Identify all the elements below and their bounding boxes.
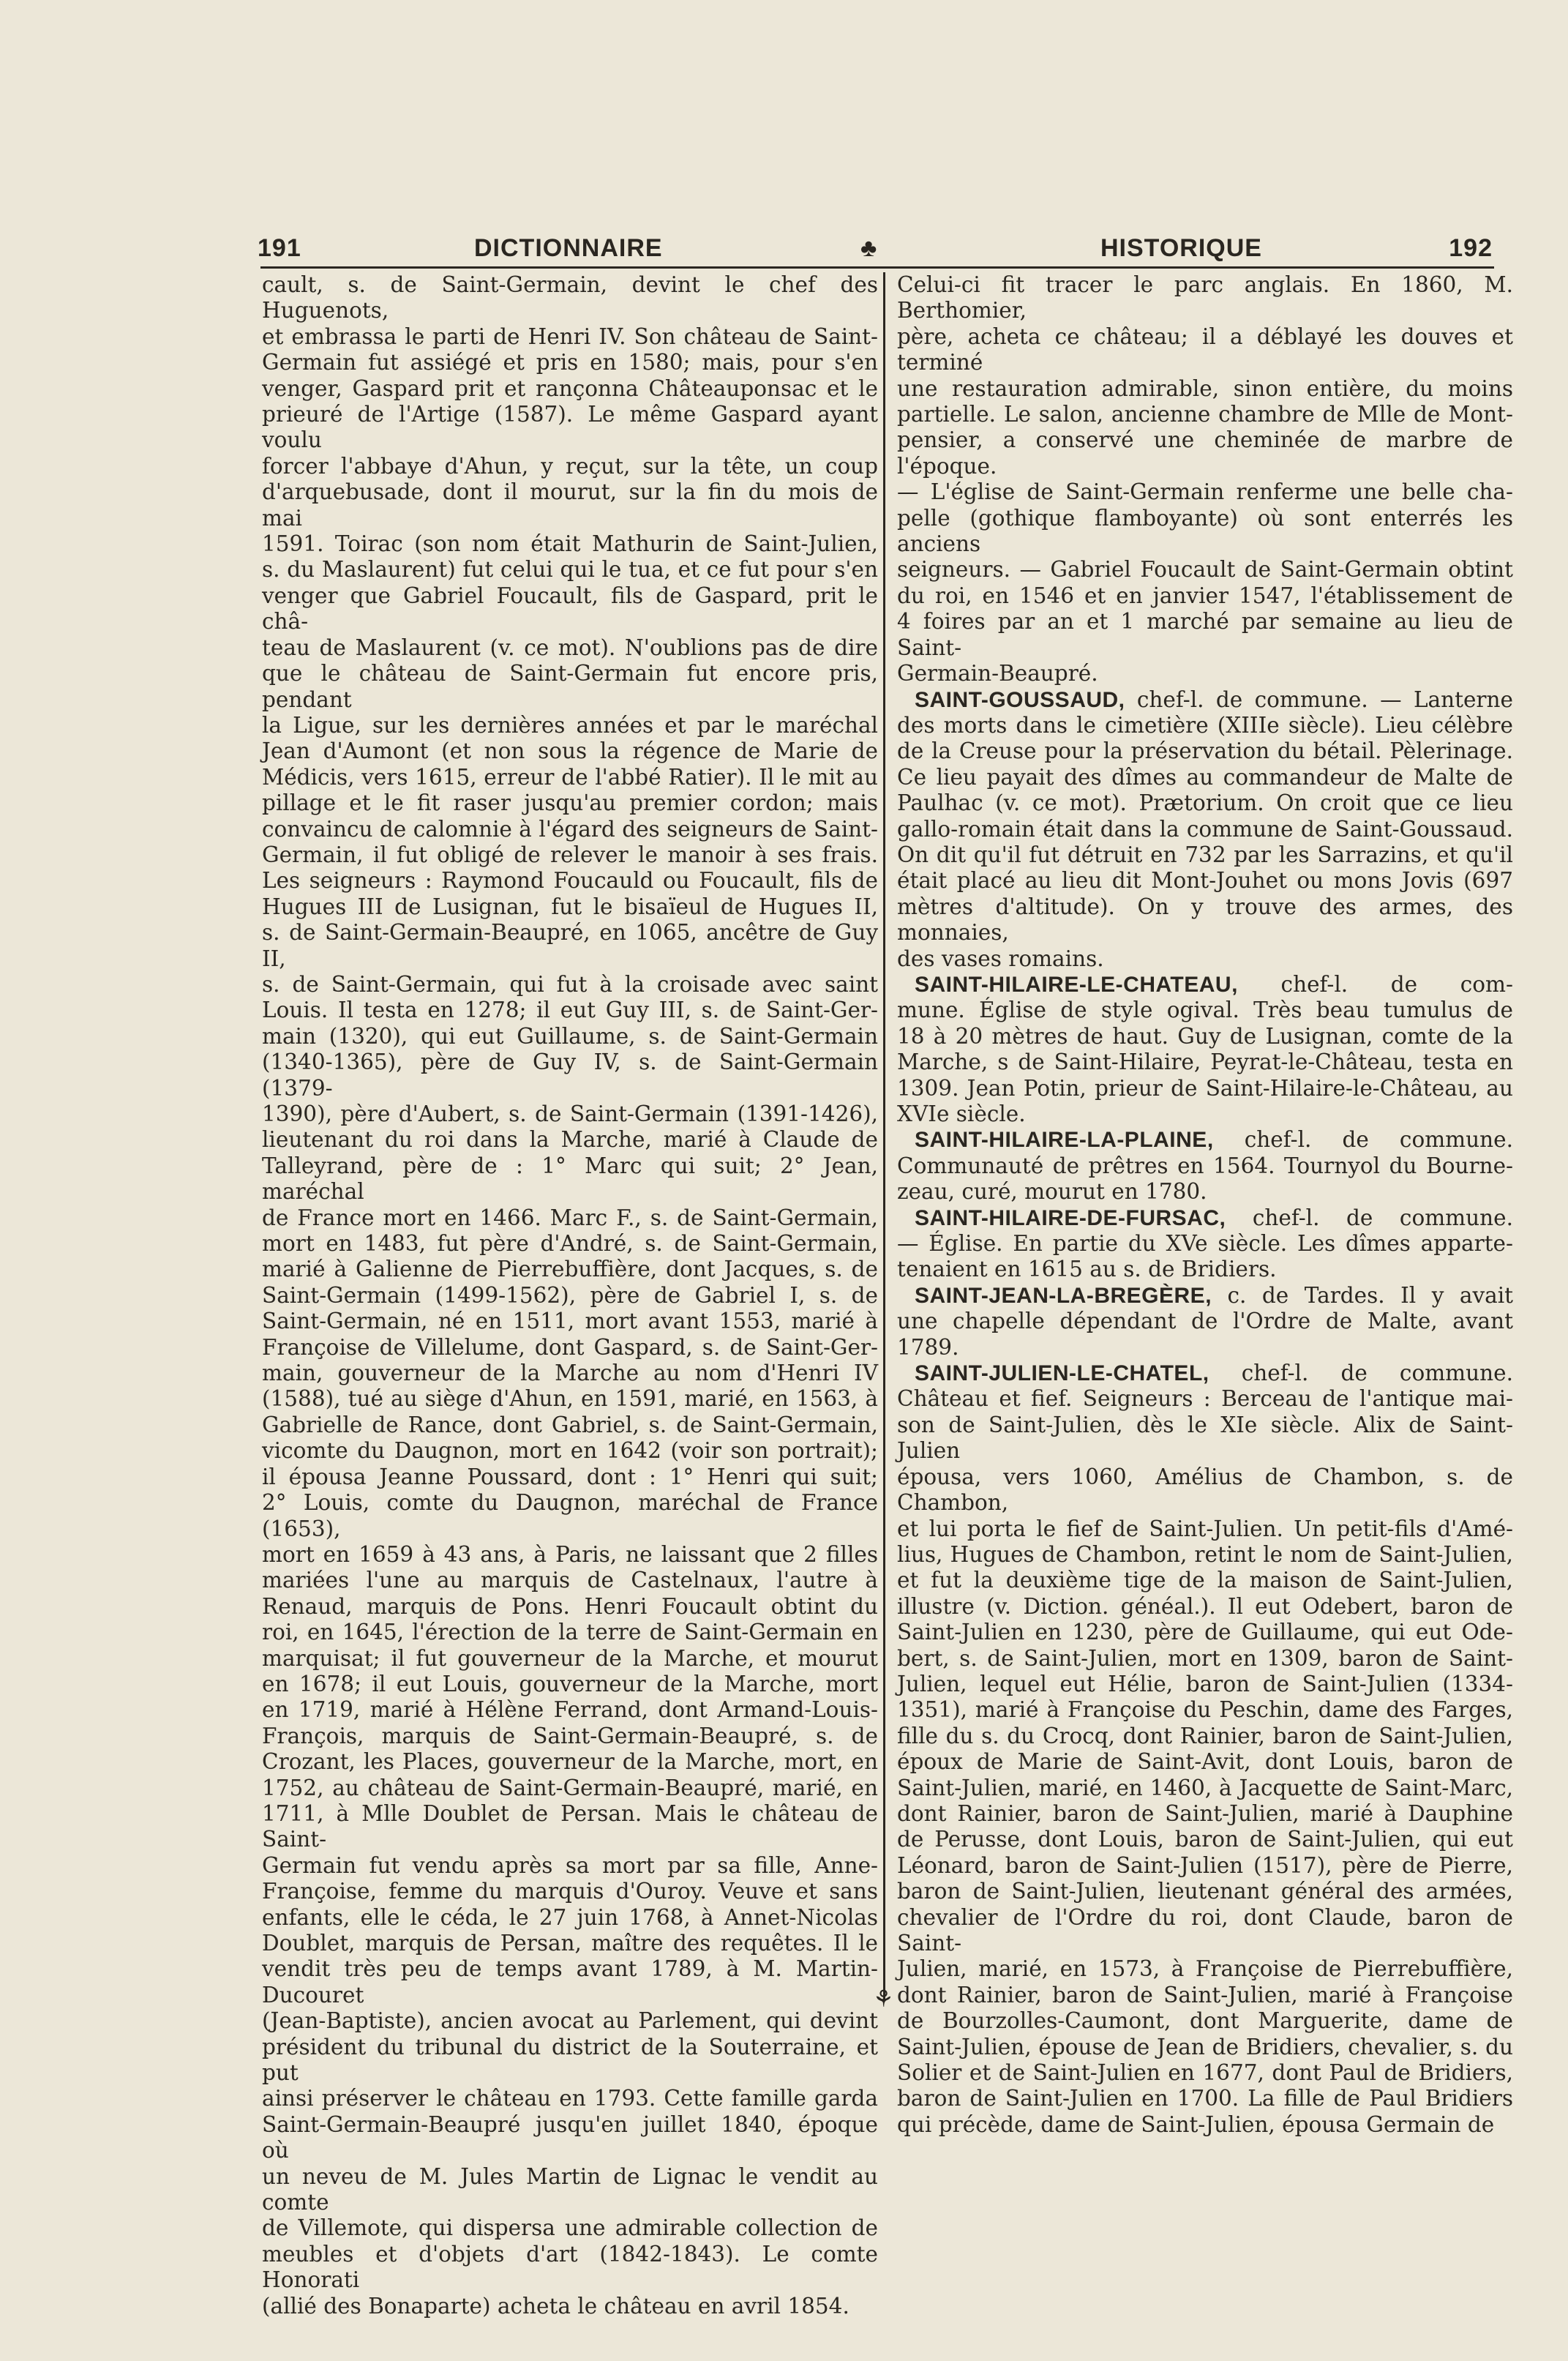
page-number-left: 191 bbox=[258, 234, 301, 262]
text-line: venger que Gabriel Foucault, fils de Gaspard, prit le châ- bbox=[262, 583, 878, 635]
text-line: Léonard, baron de Saint-Julien (1517), père de Pierre, bbox=[897, 1852, 1513, 1878]
text-line: main (1320), qui eut Guillaume, s. de Saint-Germain bbox=[262, 1023, 878, 1049]
text-line: 1390), père d'Aubert, s. de Saint-Germain (1391-1426), bbox=[262, 1101, 878, 1126]
text-line: de la Creuse pour la préservation du bétail. Pèlerinage. bbox=[897, 738, 1513, 764]
text-line: Renaud, marquis de Pons. Henri Foucault obtint du bbox=[262, 1593, 878, 1619]
entry-headword: SAINT-JULIEN-LE-CHATEL, bbox=[915, 1361, 1209, 1386]
text-line: Saint-Germain-Beaupré jusqu'en juillet 1840, époque où bbox=[262, 2111, 878, 2163]
text-line: 4 foires par an et 1 marché par semaine au lieu de Saint- bbox=[897, 609, 1513, 660]
text-line: un neveu de M. Jules Martin de Lignac le vendit au comte bbox=[262, 2163, 878, 2215]
text-line: s. du Maslaurent) fut celui qui le tua, et ce fut pour s'en bbox=[262, 557, 878, 583]
text-line: (Jean-Baptiste), ancien avocat au Parlement, qui devint bbox=[262, 2008, 878, 2034]
text-line: vendit très peu de temps avant 1789, à M. Martin-Ducouret bbox=[262, 1956, 878, 2008]
text-line: Françoise de Villelume, dont Gaspard, s. de Saint-Ger- bbox=[262, 1334, 878, 1360]
text-line: XVIe siècle. bbox=[897, 1101, 1026, 1126]
text-line: de Bourzolles-Caumont, dont Marguerite, dame de bbox=[897, 2008, 1513, 2034]
header-ornament-icon: ♣ bbox=[860, 234, 878, 262]
text-line: convaincu de calomnie à l'égard des seigneurs de Saint- bbox=[262, 816, 878, 842]
text-line: Solier et de Saint-Julien en 1677, dont Paul de Bridiers, bbox=[897, 2060, 1513, 2086]
text-line: Julien, lequel eut Hélie, baron de Saint-Julien (1334- bbox=[897, 1671, 1513, 1696]
text-line: (1340-1365), père de Guy IV, s. de Saint-Germain (1379- bbox=[262, 1049, 878, 1101]
text-line: main, gouverneur de la Marche au nom d'Henri IV bbox=[262, 1361, 878, 1386]
text-line: mort en 1483, fut père d'André, s. de Saint-Germain, bbox=[262, 1231, 878, 1257]
entry-headword: SAINT-HILAIRE-DE-FURSAC, bbox=[915, 1205, 1226, 1230]
text-line: Médicis, vers 1615, erreur de l'abbé Ratier). Il le mit au bbox=[262, 764, 878, 790]
text-line: — L'église de Saint-Germain renferme une belle cha- bbox=[897, 479, 1513, 505]
text-line: (allié des Bonaparte) acheta le château en avril 1854. bbox=[262, 2293, 849, 2319]
text-line: Jean d'Aumont (et non sous la régence de Marie de bbox=[262, 738, 878, 764]
text-line: seigneurs. — Gabriel Foucault de Saint-Germain obtint bbox=[897, 557, 1513, 583]
text-line: du roi, en 1546 et en janvier 1547, l'établissement de bbox=[897, 583, 1513, 608]
text-line: des morts dans le cimetière (XIIIe siècle). Lieu célèbre bbox=[897, 712, 1513, 738]
entry-headword: SAINT-HILAIRE-LA-PLAINE, bbox=[915, 1128, 1214, 1153]
text-line: Louis. Il testa en 1278; il eut Guy III, s. de Saint-Ger- bbox=[262, 998, 878, 1023]
text-line: fille du s. du Crocq, dont Rainier, baron de Saint-Julien, bbox=[897, 1723, 1513, 1748]
text-line: et fut la deuxième tige de la maison de Saint-Julien, bbox=[897, 1568, 1513, 1593]
text-line: 1752, au château de Saint-Germain-Beaupré, marié, en bbox=[262, 1775, 878, 1800]
entry-heading-line: SAINT-HILAIRE-LA-PLAINE, chef-l. de commune. bbox=[915, 1127, 1513, 1153]
text-line: teau de Maslaurent (v. ce mot). N'oublions pas de dire bbox=[262, 635, 878, 660]
text-line: Talleyrand, père de : 1° Marc qui suit; 2° Jean, maréchal bbox=[262, 1153, 878, 1205]
text-line: Germain fut assiégé et pris en 1580; mais, pour s'en bbox=[262, 350, 878, 375]
text-line: la Ligue, sur les dernières années et par le maréchal bbox=[262, 712, 878, 738]
text-line: Hugues III de Lusignan, fut le bisaïeul de Hugues II, bbox=[262, 894, 878, 919]
text-line: bert, s. de Saint-Julien, mort en 1309, baron de Saint- bbox=[897, 1645, 1513, 1671]
text-line: Celui-ci fit tracer le parc anglais. En 1860, M. Berthomier, bbox=[897, 272, 1513, 323]
text-line: pelle (gothique flamboyante) où sont enterrés les anciens bbox=[897, 505, 1513, 557]
text-line: Crozant, les Places, gouverneur de la Marche, mort, en bbox=[262, 1749, 878, 1775]
text-line: 1351), marié à Françoise du Peschin, dame des Farges, bbox=[897, 1697, 1513, 1723]
text-line: époux de Marie de Saint-Avit, dont Louis, baron de bbox=[897, 1749, 1513, 1775]
text-line: tenaient en 1615 au s. de Bridiers. bbox=[897, 1257, 1277, 1282]
text-line: Julien, marié, en 1573, à Françoise de Pierrebuffière, bbox=[897, 1956, 1513, 1982]
text-line: lieutenant du roi dans la Marche, marié à Claude de bbox=[262, 1127, 878, 1153]
text-line: qui précède, dame de Saint-Julien, épousa Germain de bbox=[897, 2111, 1495, 2137]
text-line: père, acheta ce château; il a déblayé les douves et terminé bbox=[897, 323, 1513, 375]
text-line: illustre (v. Diction. généal.). Il eut Odebert, baron de bbox=[897, 1593, 1513, 1619]
text-line: s. de Saint-Germain, qui fut à la croisade avec saint bbox=[262, 971, 878, 997]
text-line: 2° Louis, comte du Daugnon, maréchal de France (1653), bbox=[262, 1490, 878, 1541]
text-line: il épousa Jeanne Poussard, dont : 1° Henri qui suit; bbox=[262, 1464, 878, 1489]
text-line: mariées l'une au marquis de Castelnaux, l'autre à bbox=[262, 1568, 878, 1593]
text-line: d'arquebusade, dont il mourut, sur la fin du mois de mai bbox=[262, 479, 878, 531]
text-line: Paulhac (v. ce mot). Prætorium. On croit que ce lieu bbox=[897, 790, 1513, 816]
text-line: pensier, a conservé une cheminée de marbre de l'époque. bbox=[897, 427, 1513, 479]
text-line: Château et fief. Seigneurs : Berceau de l'antique mai- bbox=[897, 1386, 1513, 1412]
text-line: Saint-Julien, marié, en 1460, à Jacquette de Saint-Marc, bbox=[897, 1775, 1513, 1800]
text-line: chevalier de l'Ordre du roi, dont Claude, baron de Saint- bbox=[897, 1904, 1513, 1956]
text-line: Ce lieu payait des dîmes au commandeur de Malte de bbox=[897, 764, 1513, 790]
text-line: forcer l'abbaye d'Ahun, y reçut, sur la tête, un coup bbox=[262, 453, 878, 479]
text-line: son de Saint-Julien, dès le XIe siècle. Alix de Saint-Julien bbox=[897, 1412, 1513, 1464]
text-line: gallo-romain était dans la commune de Saint-Goussaud. bbox=[897, 816, 1513, 842]
text-line: en 1678; il eut Louis, gouverneur de la Marche, mort bbox=[262, 1671, 878, 1696]
running-title-left: DICTIONNAIRE bbox=[474, 234, 663, 262]
column-divider bbox=[883, 272, 885, 1999]
right-column bbox=[897, 272, 1513, 2138]
entry-heading-line: SAINT-HILAIRE-LE-CHATEAU, chef-l. de com- bbox=[915, 971, 1513, 997]
text-line: était placé au lieu dit Mont-Jouhet ou mons Jovis (697 bbox=[897, 868, 1513, 894]
text-line: en 1719, marié à Hélène Ferrand, dont Armand-Louis- bbox=[262, 1697, 878, 1723]
text-line: roi, en 1645, l'érection de la terre de Saint-Germain en bbox=[262, 1620, 878, 1645]
text-line: une chapelle dépendant de l'Ordre de Malte, avant 1789. bbox=[897, 1309, 1513, 1360]
text-line: que le château de Saint-Germain fut encore pris, pendant bbox=[262, 661, 878, 712]
text-line: président du tribunal du district de la Souterraine, et put bbox=[262, 2034, 878, 2086]
text-line: et lui porta le fief de Saint-Julien. Un petit-fils d'Amé- bbox=[897, 1516, 1513, 1541]
divider-ornament-icon: ⚘ bbox=[873, 1985, 894, 2013]
text-line: 1309. Jean Potin, prieur de Saint-Hilaire-le-Château, au bbox=[897, 1075, 1513, 1101]
text-line: Françoise, femme du marquis d'Ouroy. Veuve et sans bbox=[262, 1879, 878, 1904]
text-line: meubles et d'objets d'art (1842-1843). Le comte Honorati bbox=[262, 2241, 878, 2293]
text-line: marié à Galienne de Pierrebuffière, dont Jacques, s. de bbox=[262, 1257, 878, 1282]
text-line: Communauté de prêtres en 1564. Tournyol du Bourne- bbox=[897, 1153, 1513, 1178]
text-line: une restauration admirable, sinon entière, du moins bbox=[897, 375, 1513, 401]
text-line: 1591. Toirac (son nom était Mathurin de Saint-Julien, bbox=[262, 531, 878, 557]
text-line: lius, Hugues de Chambon, retint le nom de Saint-Julien, bbox=[897, 1541, 1513, 1567]
text-line: Doublet, marquis de Persan, maître des requêtes. Il le bbox=[262, 1931, 878, 1956]
text-line: baron de Saint-Julien, lieutenant général des armées, bbox=[897, 1879, 1513, 1904]
text-line: enfants, elle le céda, le 27 juin 1768, à Annet-Nicolas bbox=[262, 1904, 878, 1930]
text-line: vicomte du Daugnon, mort en 1642 (voir son portrait); bbox=[262, 1438, 878, 1464]
text-line: Saint-Julien, épouse de Jean de Bridiers, chevalier, s. du bbox=[897, 2034, 1513, 2059]
text-line: baron de Saint-Julien en 1700. La fille de Paul Bridiers bbox=[897, 2086, 1513, 2111]
entry-headword: SAINT-HILAIRE-LE-CHATEAU, bbox=[915, 972, 1238, 997]
left-column bbox=[262, 272, 878, 2319]
text-line: épousa, vers 1060, Amélius de Chambon, s. de Chambon, bbox=[897, 1464, 1513, 1516]
text-line: de Perusse, dont Louis, baron de Saint-Julien, qui eut bbox=[897, 1827, 1513, 1852]
text-line: venger, Gaspard prit et rançonna Châteauponsac et le bbox=[262, 375, 878, 401]
text-line: Germain fut vendu après sa mort par sa fille, Anne- bbox=[262, 1852, 878, 1878]
text-line: Saint-Julien en 1230, père de Guillaume, qui eut Ode- bbox=[897, 1620, 1513, 1645]
text-line: pillage et le fit raser jusqu'au premier cordon; mais bbox=[262, 790, 878, 816]
text-line: dont Rainier, baron de Saint-Julien, marié à Dauphine bbox=[897, 1800, 1513, 1826]
text-line: Germain, il fut obligé de relever le manoir à ses frais. bbox=[262, 842, 878, 867]
text-line: mètres d'altitude). On y trouve des armes, des monnaies, bbox=[897, 894, 1513, 946]
text-line: Gabrielle de Rance, dont Gabriel, s. de Saint-Germain, bbox=[262, 1412, 878, 1437]
text-line: — Église. En partie du XVe siècle. Les dîmes apparte- bbox=[897, 1231, 1513, 1257]
text-line: Germain-Beaupré. bbox=[897, 661, 1098, 686]
text-line: mort en 1659 à 43 ans, à Paris, ne laissant que 2 filles bbox=[262, 1541, 878, 1567]
text-line: 18 à 20 mètres de haut. Guy de Lusignan, comte de la bbox=[897, 1023, 1513, 1049]
text-line: zeau, curé, mourut en 1780. bbox=[897, 1179, 1207, 1205]
text-line: Saint-Germain, né en 1511, mort avant 1553, marié à bbox=[262, 1309, 878, 1334]
entry-heading-line: SAINT-GOUSSAUD, chef-l. de commune. — Lanterne bbox=[915, 686, 1513, 712]
text-line: partielle. Le salon, ancienne chambre de Mlle de Mont- bbox=[897, 402, 1513, 427]
entry-heading-line: SAINT-JEAN-LA-BREGÈRE, c. de Tardes. Il y avait bbox=[915, 1282, 1513, 1308]
text-line: dont Rainier, baron de Saint-Julien, marié à Françoise bbox=[897, 1982, 1513, 2008]
entry-heading-line: SAINT-HILAIRE-DE-FURSAC, chef-l. de commune. bbox=[915, 1205, 1513, 1230]
text-line: de France mort en 1466. Marc F., s. de Saint-Germain, bbox=[262, 1205, 878, 1230]
text-line: 1711, à Mlle Doublet de Persan. Mais le château de Saint- bbox=[262, 1800, 878, 1852]
entry-heading-line: SAINT-JULIEN-LE-CHATEL, chef-l. de commune. bbox=[915, 1361, 1513, 1386]
header-rule bbox=[260, 266, 1494, 269]
text-line: Saint-Germain (1499-1562), père de Gabriel I, s. de bbox=[262, 1282, 878, 1308]
text-line: marquisat; il fut gouverneur de la Marche, et mourut bbox=[262, 1645, 878, 1671]
text-line: des vases romains. bbox=[897, 946, 1104, 971]
entry-headword: SAINT-GOUSSAUD, bbox=[915, 687, 1125, 712]
text-line: prieuré de l'Artige (1587). Le même Gaspard ayant voulu bbox=[262, 402, 878, 453]
text-line: François, marquis de Saint-Germain-Beaupré, s. de bbox=[262, 1723, 878, 1748]
text-line: Les seigneurs : Raymond Foucauld ou Foucault, fils de bbox=[262, 868, 878, 894]
page-number-right: 192 bbox=[1449, 234, 1493, 262]
running-title-right: HISTORIQUE bbox=[1100, 234, 1262, 262]
text-line: cault, s. de Saint-Germain, devint le chef des Huguenots, bbox=[262, 272, 878, 323]
text-line: (1588), tué au siège d'Ahun, en 1591, marié, en 1563, à bbox=[262, 1386, 878, 1412]
page-header bbox=[258, 234, 1493, 266]
text-line: On dit qu'il fut détruit en 732 par les Sarrazins, et qu'il bbox=[897, 842, 1513, 867]
entry-headword: SAINT-JEAN-LA-BREGÈRE, bbox=[915, 1283, 1212, 1308]
text-line: mune. Église de style ogival. Très beau tumulus de bbox=[897, 998, 1513, 1023]
text-line: Marche, s de Saint-Hilaire, Peyrat-le-Château, testa en bbox=[897, 1049, 1513, 1075]
text-line: ainsi préserver le château en 1793. Cette famille garda bbox=[262, 2086, 878, 2111]
text-line: de Villemote, qui dispersa une admirable collection de bbox=[262, 2215, 878, 2241]
text-line: s. de Saint-Germain-Beaupré, en 1065, ancêtre de Guy II, bbox=[262, 920, 878, 971]
text-line: et embrassa le parti de Henri IV. Son château de Saint- bbox=[262, 323, 878, 349]
